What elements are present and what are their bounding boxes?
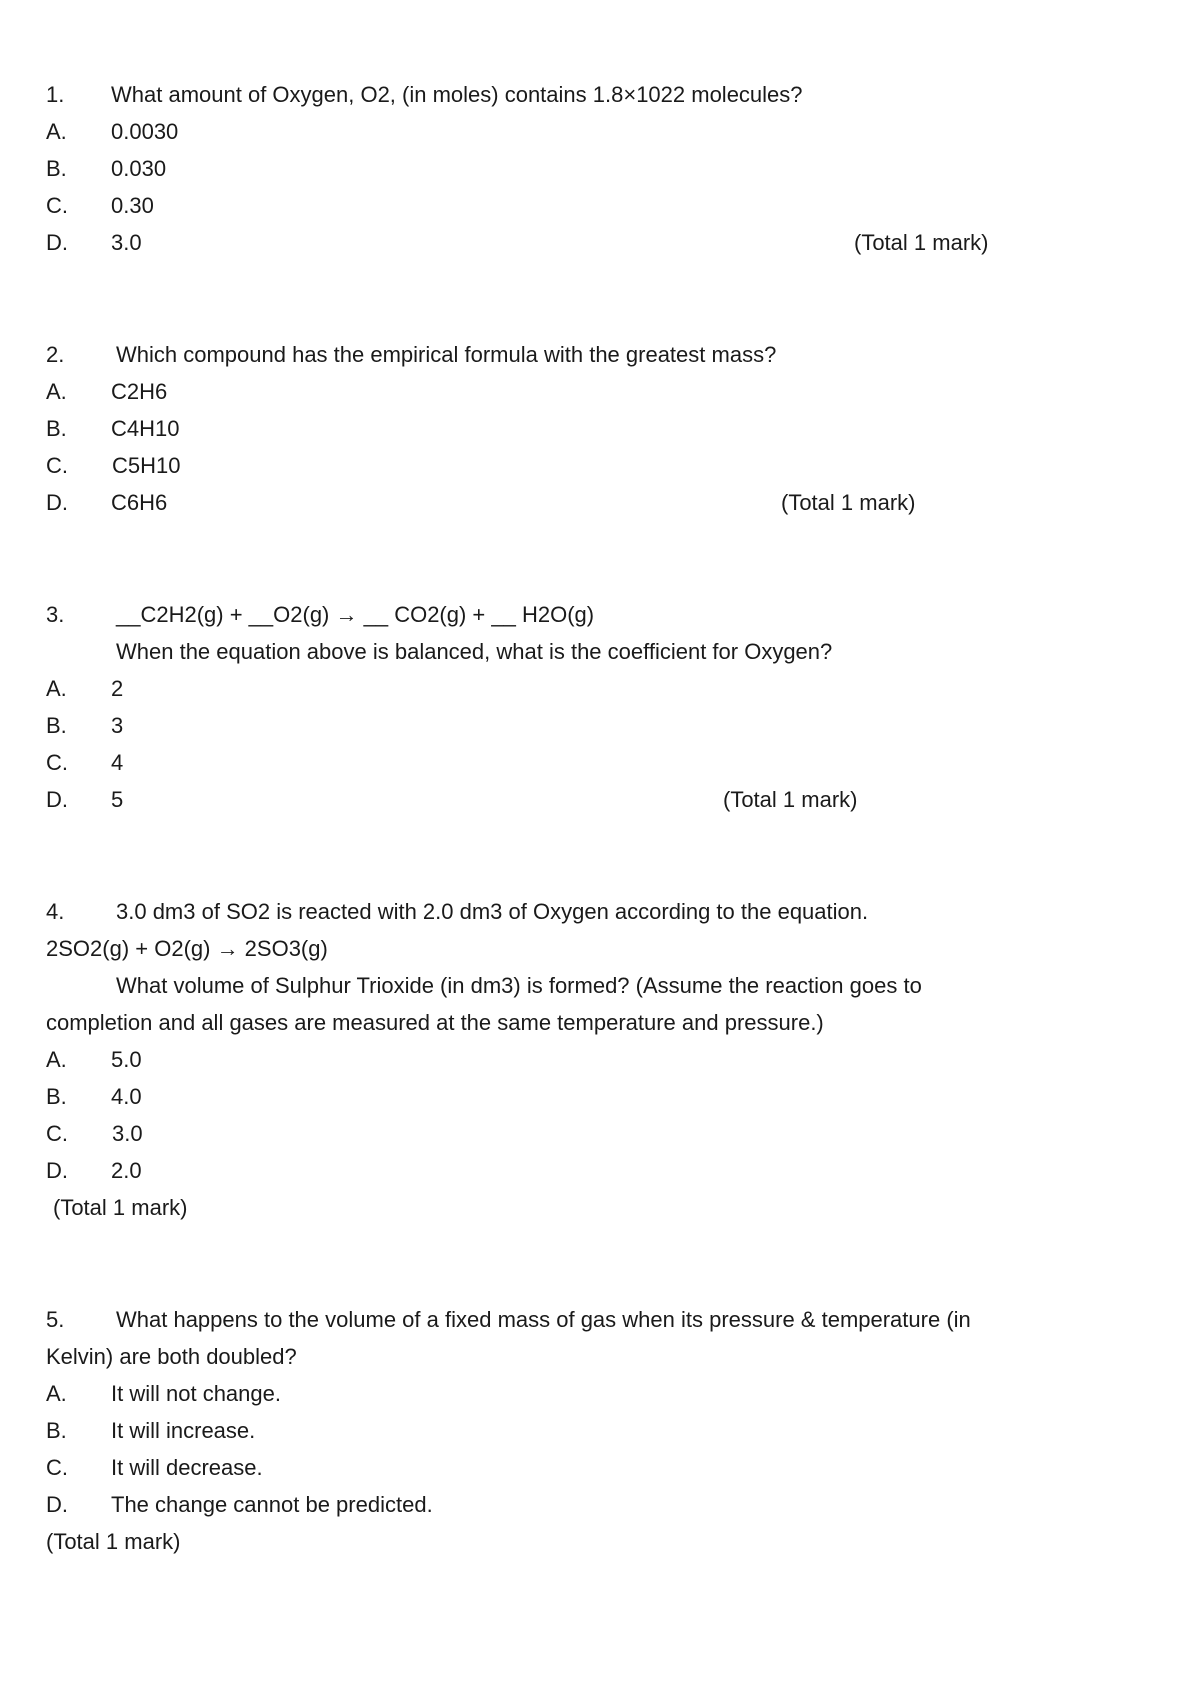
- option-text: 3.0: [112, 1121, 143, 1146]
- option-text: 3: [111, 713, 124, 738]
- option-letter: A.: [46, 379, 67, 404]
- question-stem: Kelvin) are both doubled?: [46, 1344, 297, 1369]
- option-text: C2H6: [111, 379, 168, 404]
- option-text: The change cannot be predicted.: [111, 1492, 433, 1517]
- option-letter: C.: [46, 1455, 68, 1480]
- option-letter: D.: [46, 787, 68, 812]
- question-number: 4.: [46, 899, 65, 924]
- option-text: 5.0: [111, 1047, 142, 1072]
- option-letter: B.: [46, 1418, 67, 1443]
- total-mark: (Total 1 mark): [723, 787, 858, 812]
- question-stem: When the equation above is balanced, what is the coefficient for Oxygen?: [116, 639, 833, 664]
- option-letter: C.: [46, 1121, 68, 1146]
- option-letter: D.: [46, 1492, 68, 1517]
- question-stem: completion and all gases are measured at the same temperature and pressure.): [46, 1010, 824, 1035]
- option-text: It will decrease.: [111, 1455, 263, 1480]
- option-text: C4H10: [111, 416, 180, 441]
- total-mark: (Total 1 mark): [46, 1529, 181, 1554]
- question-stem: What volume of Sulphur Trioxide (in dm3) is formed? (Assume the reaction goes to: [116, 973, 922, 998]
- option-letter: D.: [46, 230, 68, 255]
- option-text: C5H10: [112, 453, 181, 478]
- question-number: 2.: [46, 342, 65, 367]
- total-mark: (Total 1 mark): [781, 490, 916, 515]
- total-mark: (Total 1 mark): [854, 230, 989, 255]
- chemical-equation: 2SO2(g) + O2(g) → 2SO3(g): [46, 936, 328, 961]
- option-text: 4.0: [111, 1084, 142, 1109]
- option-letter: C.: [46, 750, 68, 775]
- option-text: C6H6: [111, 490, 168, 515]
- option-letter: B.: [46, 156, 67, 181]
- option-letter: B.: [46, 713, 67, 738]
- option-text: 3.0: [111, 230, 142, 255]
- total-mark: (Total 1 mark): [53, 1195, 188, 1220]
- option-text: 2: [111, 676, 124, 701]
- question-stem: What happens to the volume of a fixed mass of gas when its pressure & temperature (in: [116, 1307, 971, 1332]
- option-letter: C.: [46, 193, 68, 218]
- question-stem: Which compound has the empirical formula with the greatest mass?: [116, 342, 777, 367]
- option-text: 0.030: [111, 156, 167, 181]
- question-stem: What amount of Oxygen, O2, (in moles) contains 1.8×1022 molecules?: [111, 82, 803, 107]
- option-text: It will not change.: [111, 1381, 281, 1406]
- chemical-equation: __C2H2(g) + __O2(g) → __ CO2(g) + __ H2O(g): [116, 602, 595, 627]
- question-number: 3.: [46, 602, 65, 627]
- option-letter: A.: [46, 119, 67, 144]
- option-letter: D.: [46, 490, 68, 515]
- option-text: 4: [111, 750, 124, 775]
- option-text: 5: [111, 787, 124, 812]
- option-letter: A.: [46, 676, 67, 701]
- option-text: 2.0: [111, 1158, 142, 1183]
- option-letter: A.: [46, 1047, 67, 1072]
- question-number: 5.: [46, 1307, 65, 1332]
- question-number: 1.: [46, 82, 65, 107]
- option-text: 0.30: [111, 193, 154, 218]
- option-text: 0.0030: [111, 119, 179, 144]
- option-letter: A.: [46, 1381, 67, 1406]
- option-letter: C.: [46, 453, 68, 478]
- option-letter: D.: [46, 1158, 68, 1183]
- option-letter: B.: [46, 1084, 67, 1109]
- option-letter: B.: [46, 416, 67, 441]
- question-stem: 3.0 dm3 of SO2 is reacted with 2.0 dm3 of Oxygen according to the equation.: [116, 899, 869, 924]
- option-text: It will increase.: [111, 1418, 256, 1443]
